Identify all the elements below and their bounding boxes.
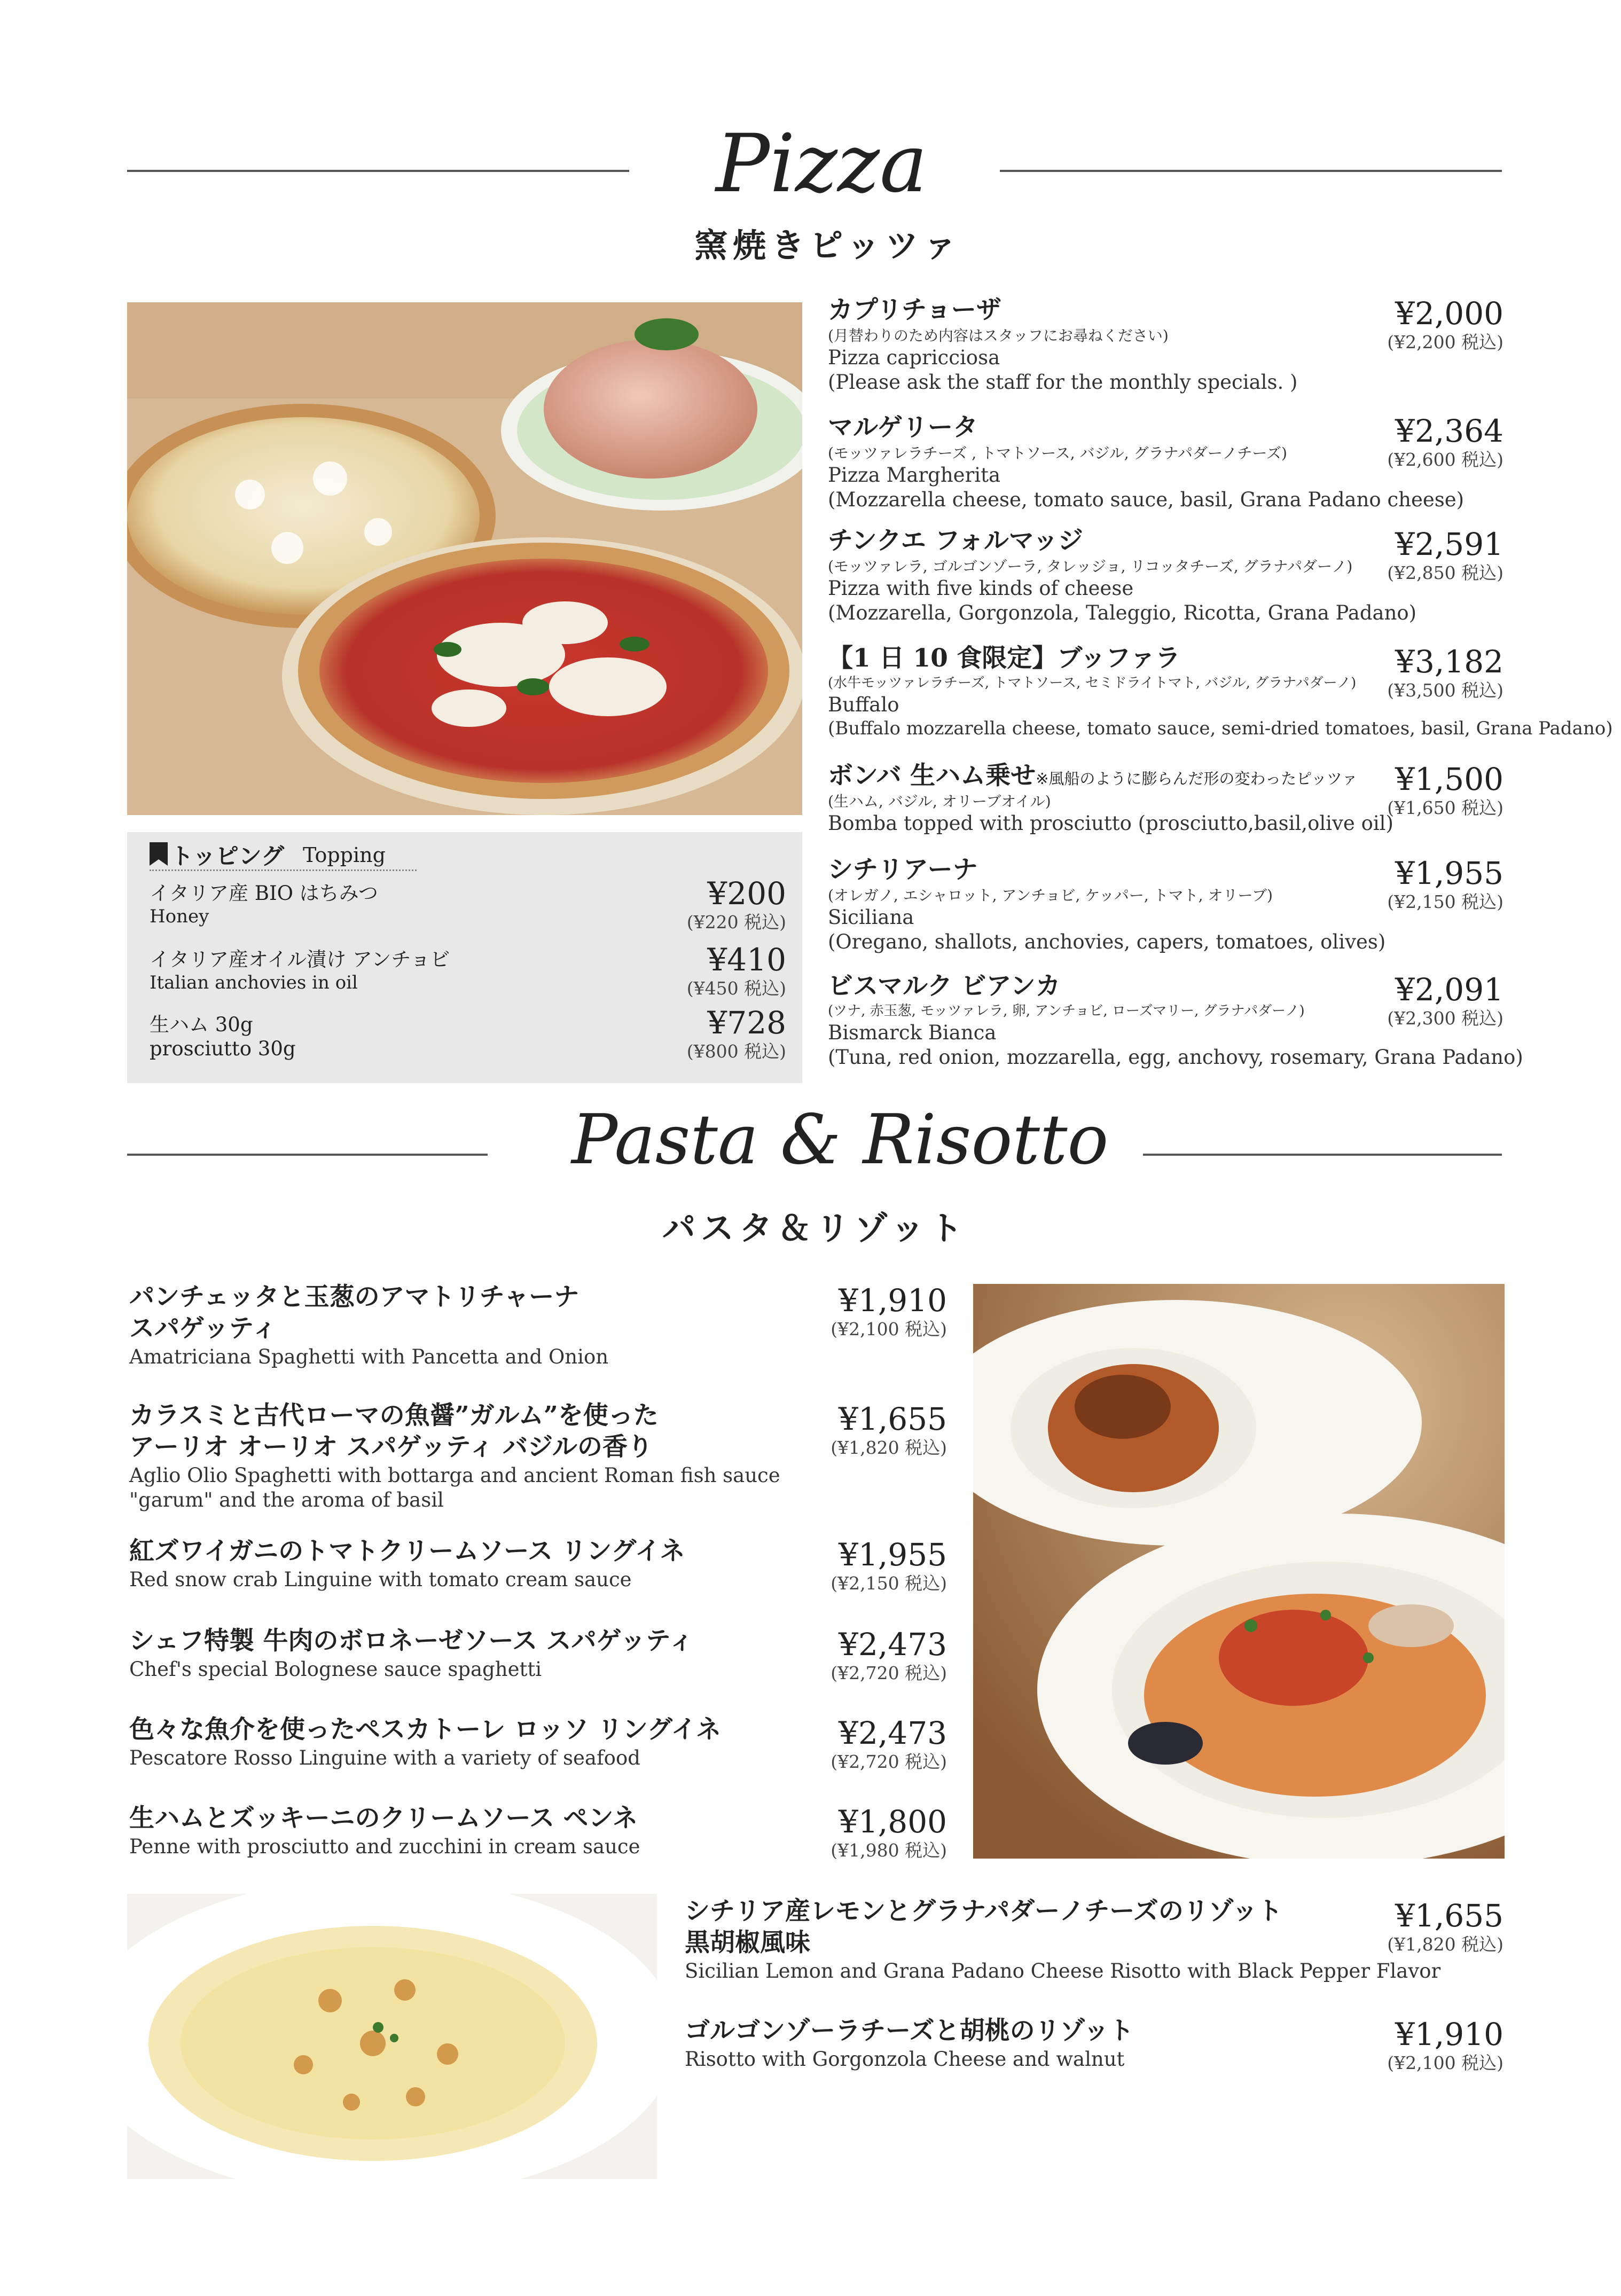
pizza-price-tax: (¥2,600 税込) <box>1387 449 1503 470</box>
pizza-en-name: Pizza with five kinds of cheese <box>828 577 1134 600</box>
topping-item-en: Italian anchovies in oil <box>150 972 358 993</box>
pizza-price-tax: (¥1,650 税込) <box>1387 797 1503 818</box>
pasta-name-line1: 生ハムとズッキーニのクリームソース ペンネ <box>129 1804 638 1833</box>
pizza-name: シチリアーナ <box>828 855 978 884</box>
pizza-price <box>1387 857 1503 914</box>
pasta-price-value: ¥2,473 <box>839 1715 947 1751</box>
topping-item-en: prosciutto 30g <box>150 1037 296 1060</box>
pasta-name-line1: カラスミと古代ローマの魚醤”ガルム”を使った <box>129 1401 659 1430</box>
pizza-name-text: ボンバ 生ハム乗せ <box>828 761 1036 790</box>
pizza-price <box>1387 763 1503 820</box>
pasta-en-desc: Red snow crab Linguine with tomato cream sauce <box>129 1568 632 1591</box>
pasta-price-value: ¥2,473 <box>839 1626 947 1663</box>
topping-box <box>127 832 802 1083</box>
pizza-photo <box>127 302 802 815</box>
pizza-name-note: ※風船のように膨らんだ形の変わったピッツァ <box>1036 770 1358 788</box>
pasta-item <box>129 1803 640 1859</box>
pizza-desc-jp: (ツナ, 赤玉葱, モッツァレラ, 卵, アンチョビ, ローズマリー, グラナパダーノ) <box>828 1002 1305 1019</box>
pizza-desc-jp: (水牛モッツァレラチーズ, トマトソース, セミドライトマト, バジル, グラナパダーノ) <box>828 675 1357 691</box>
pizza-en-desc: (Mozzarella cheese, tomato sauce, basil, Grana Padano cheese) <box>828 488 1465 512</box>
pizza-en-name: Bomba topped with prosciutto (prosciutto,basil,olive oil) <box>828 812 1393 835</box>
pizza-price <box>1387 414 1503 472</box>
pasta-en-desc-line2: "garum" and the aroma of basil <box>129 1488 444 1511</box>
pizza-en-desc: (Buffalo mozzarella cheese, tomato sauce, semi-dried tomatoes, basil, Grana Padano) <box>828 717 1613 739</box>
risotto-item <box>685 2016 1134 2072</box>
pizza-name: 【1 日 10 食限定】ブッファラ <box>828 644 1180 673</box>
risotto-price-tax: (¥1,820 税込) <box>1387 1933 1503 1955</box>
pizza-en-desc: (Tuna, red onion, mozzarella, egg, anchovy, rosemary, Grana Padano) <box>828 1045 1523 1069</box>
pizza-price-value: ¥2,000 <box>1395 295 1503 332</box>
pizza-price <box>1387 973 1503 1030</box>
pizza-en-name: Pizza Margherita <box>828 464 1001 487</box>
topping-item-jp: イタリア産オイル漬け アンチョビ <box>150 948 450 971</box>
risotto-price <box>1387 2018 1503 2075</box>
topping-title-en: Topping <box>303 843 386 867</box>
topping-price-tax: (¥800 税込) <box>686 1040 786 1062</box>
pasta-en-desc: Penne with prosciutto and zucchini in cream sauce <box>129 1835 640 1858</box>
pizza-jp-title: 窯焼きピッツァ <box>694 226 962 265</box>
pasta-name-line1: 紅ズワイガニのトマトクリームソース リングイネ <box>129 1537 685 1566</box>
pizza-en-name: Pizza capricciosa <box>828 346 1000 370</box>
risotto-name-line1: シチリア産レモンとグラナパダーノチーズのリゾット <box>685 1897 1283 1926</box>
pasta-item <box>129 1714 721 1770</box>
topping-item-jp: 生ハム 30g <box>150 1013 253 1036</box>
pasta-price-tax: (¥2,150 税込) <box>831 1572 947 1594</box>
pizza-price-value: ¥1,955 <box>1395 855 1503 891</box>
pizza-desc-jp: (モッツァレラチーズ , トマトソース, バジル, グラナパダーノチーズ) <box>828 444 1287 462</box>
pizza-en-name: Bismarck Bianca <box>828 1021 997 1044</box>
pasta-price-tax: (¥2,100 税込) <box>831 1318 947 1339</box>
pasta-jp-title: パスタ＆リゾット <box>662 1209 968 1248</box>
pizza-rule-left <box>127 170 629 172</box>
pasta-price <box>831 1284 947 1341</box>
pizza-price-value: ¥2,364 <box>1395 413 1503 449</box>
pizza-price-tax: (¥2,850 税込) <box>1387 562 1503 583</box>
pizza-price-tax: (¥3,500 税込) <box>1387 679 1503 701</box>
pizza-desc-jp: (月替わりのため内容はスタッフにお尋ねください) <box>828 326 1169 344</box>
pasta-price <box>831 1717 947 1774</box>
pizza-item <box>828 855 1385 955</box>
pasta-price <box>831 1805 947 1862</box>
topping-price <box>687 1006 786 1063</box>
pizza-price-tax: (¥2,300 税込) <box>1387 1007 1503 1029</box>
pizza-name: カプリチョーザ <box>828 295 1001 325</box>
pasta-price <box>831 1628 947 1685</box>
pasta-name-line1: 色々な魚介を使ったペスカトーレ ロッソ リングイネ <box>129 1715 722 1744</box>
pizza-en-name: Siciliana <box>828 906 914 929</box>
topping-price <box>687 943 786 1000</box>
risotto-en-desc: Sicilian Lemon and Grana Padano Cheese Risotto with Black Pepper Flavor <box>685 1959 1441 1982</box>
pizza-desc-jp: (生ハム, バジル, オリーブオイル) <box>828 792 1051 810</box>
pasta-name-line2: スパゲッティ <box>129 1313 277 1343</box>
pizza-desc-jp: (モッツァレラ, ゴルゴンゾーラ, タレッジョ, リコッタチーズ, グラナパダーノ) <box>828 557 1353 575</box>
pasta-item <box>129 1626 694 1682</box>
pizza-name <box>828 761 1393 792</box>
pasta-price-value: ¥1,800 <box>839 1804 947 1840</box>
pizza-name: チンクエ フォルマッジ <box>828 526 1083 555</box>
risotto-name-line1: ゴルゴンゾーラチーズと胡桃のリゾット <box>685 2016 1134 2046</box>
topping-item-en: Honey <box>150 906 209 927</box>
risotto-en-desc: Risotto with Gorgonzola Cheese and walnut <box>685 2047 1125 2071</box>
topping-header-underline <box>150 869 417 871</box>
pasta-price-tax: (¥1,980 税込) <box>831 1839 947 1861</box>
topping-price-value: ¥728 <box>707 1005 786 1041</box>
pasta-price-value: ¥1,910 <box>839 1282 947 1319</box>
pizza-item <box>828 761 1393 836</box>
pasta-name-line2: アーリオ オーリオ スパゲッティ バジルの香り <box>129 1432 653 1462</box>
risotto-price-tax: (¥2,100 税込) <box>1387 2052 1503 2073</box>
pizza-price-tax: (¥2,200 税込) <box>1387 331 1503 352</box>
pasta-price-tax: (¥2,720 税込) <box>831 1662 947 1683</box>
risotto-price-value: ¥1,655 <box>1395 1898 1503 1934</box>
pizza-item <box>828 412 1464 513</box>
pizza-price-value: ¥2,591 <box>1395 526 1503 562</box>
pizza-desc-jp: (オレガノ, エシャロット, アンチョビ, ケッパー, トマト, オリーブ) <box>828 886 1273 904</box>
pasta-price-tax: (¥2,720 税込) <box>831 1751 947 1772</box>
topping-price-value: ¥200 <box>707 875 786 912</box>
pizza-item <box>828 526 1416 626</box>
topping-header <box>150 839 386 871</box>
pizza-rule-right <box>1000 170 1502 172</box>
pizza-price <box>1387 297 1503 354</box>
pizza-name: マルゲリータ <box>828 413 978 442</box>
risotto-photo <box>127 1894 657 2179</box>
pizza-price-value: ¥2,091 <box>1395 971 1503 1008</box>
pasta-item <box>129 1282 608 1369</box>
pizza-price-value: ¥1,500 <box>1395 761 1503 797</box>
pasta-item <box>129 1536 685 1592</box>
pasta-price <box>831 1538 947 1595</box>
pizza-price-value: ¥3,182 <box>1395 644 1503 680</box>
pizza-en-name: Buffalo <box>828 693 899 716</box>
topping-price-value: ¥410 <box>707 942 786 978</box>
pizza-name: ビスマルク ビアンカ <box>828 971 1061 1001</box>
pasta-rule-left <box>127 1154 488 1156</box>
pasta-en-desc: Pescatore Rosso Linguine with a variety of seafood <box>129 1746 640 1769</box>
topping-price <box>687 877 786 934</box>
pasta-photo <box>973 1284 1505 1859</box>
pizza-en-desc: (Mozzarella, Gorgonzola, Taleggio, Ricotta, Grana Padano) <box>828 601 1417 625</box>
pizza-price <box>1387 645 1503 702</box>
risotto-item <box>685 1896 1440 1984</box>
pizza-item <box>828 295 1297 395</box>
pasta-script-title: Pasta & Risotto <box>571 1100 1109 1180</box>
topping-title-jp: トッピング <box>170 843 284 870</box>
topping-item <box>150 943 450 993</box>
pasta-en-desc: Amatriciana Spaghetti with Pancetta and Onion <box>129 1345 609 1368</box>
risotto-price <box>1387 1899 1503 1956</box>
pizza-price <box>1387 528 1503 585</box>
pizza-en-desc: (Please ask the staff for the monthly specials. ) <box>828 371 1298 394</box>
pasta-name-line1: シェフ特製 牛肉のボロネーゼソース スパゲッティ <box>129 1626 694 1656</box>
pasta-price <box>831 1402 947 1460</box>
pasta-price-tax: (¥1,820 税込) <box>831 1437 947 1458</box>
topping-item-jp: イタリア産 BIO はちみつ <box>150 882 378 905</box>
pizza-en-desc: (Oregano, shallots, anchovies, capers, tomatoes, olives) <box>828 930 1386 954</box>
pasta-en-desc: Chef's special Bolognese sauce spaghetti <box>129 1657 542 1681</box>
topping-price-tax: (¥450 税込) <box>686 977 786 999</box>
pasta-price-value: ¥1,955 <box>839 1537 947 1573</box>
pasta-rule-right <box>1143 1154 1502 1156</box>
pasta-price-value: ¥1,655 <box>839 1401 947 1437</box>
pizza-script-title: Pizza <box>716 117 928 210</box>
bookmark-icon <box>150 842 168 868</box>
risotto-price-value: ¥1,910 <box>1395 2016 1503 2052</box>
risotto-name-line2: 黒胡椒風味 <box>685 1927 810 1957</box>
pasta-en-desc: Aglio Olio Spaghetti with bottarga and ancient Roman fish sauce <box>129 1463 780 1487</box>
topping-item <box>150 1008 296 1060</box>
topping-price-tax: (¥220 税込) <box>686 911 786 932</box>
pasta-item <box>129 1400 780 1513</box>
pizza-price-tax: (¥2,150 税込) <box>1387 891 1503 912</box>
pasta-name-line1: パンチェッタと玉葱のアマトリチャーナ <box>129 1282 580 1312</box>
topping-item <box>150 877 378 927</box>
